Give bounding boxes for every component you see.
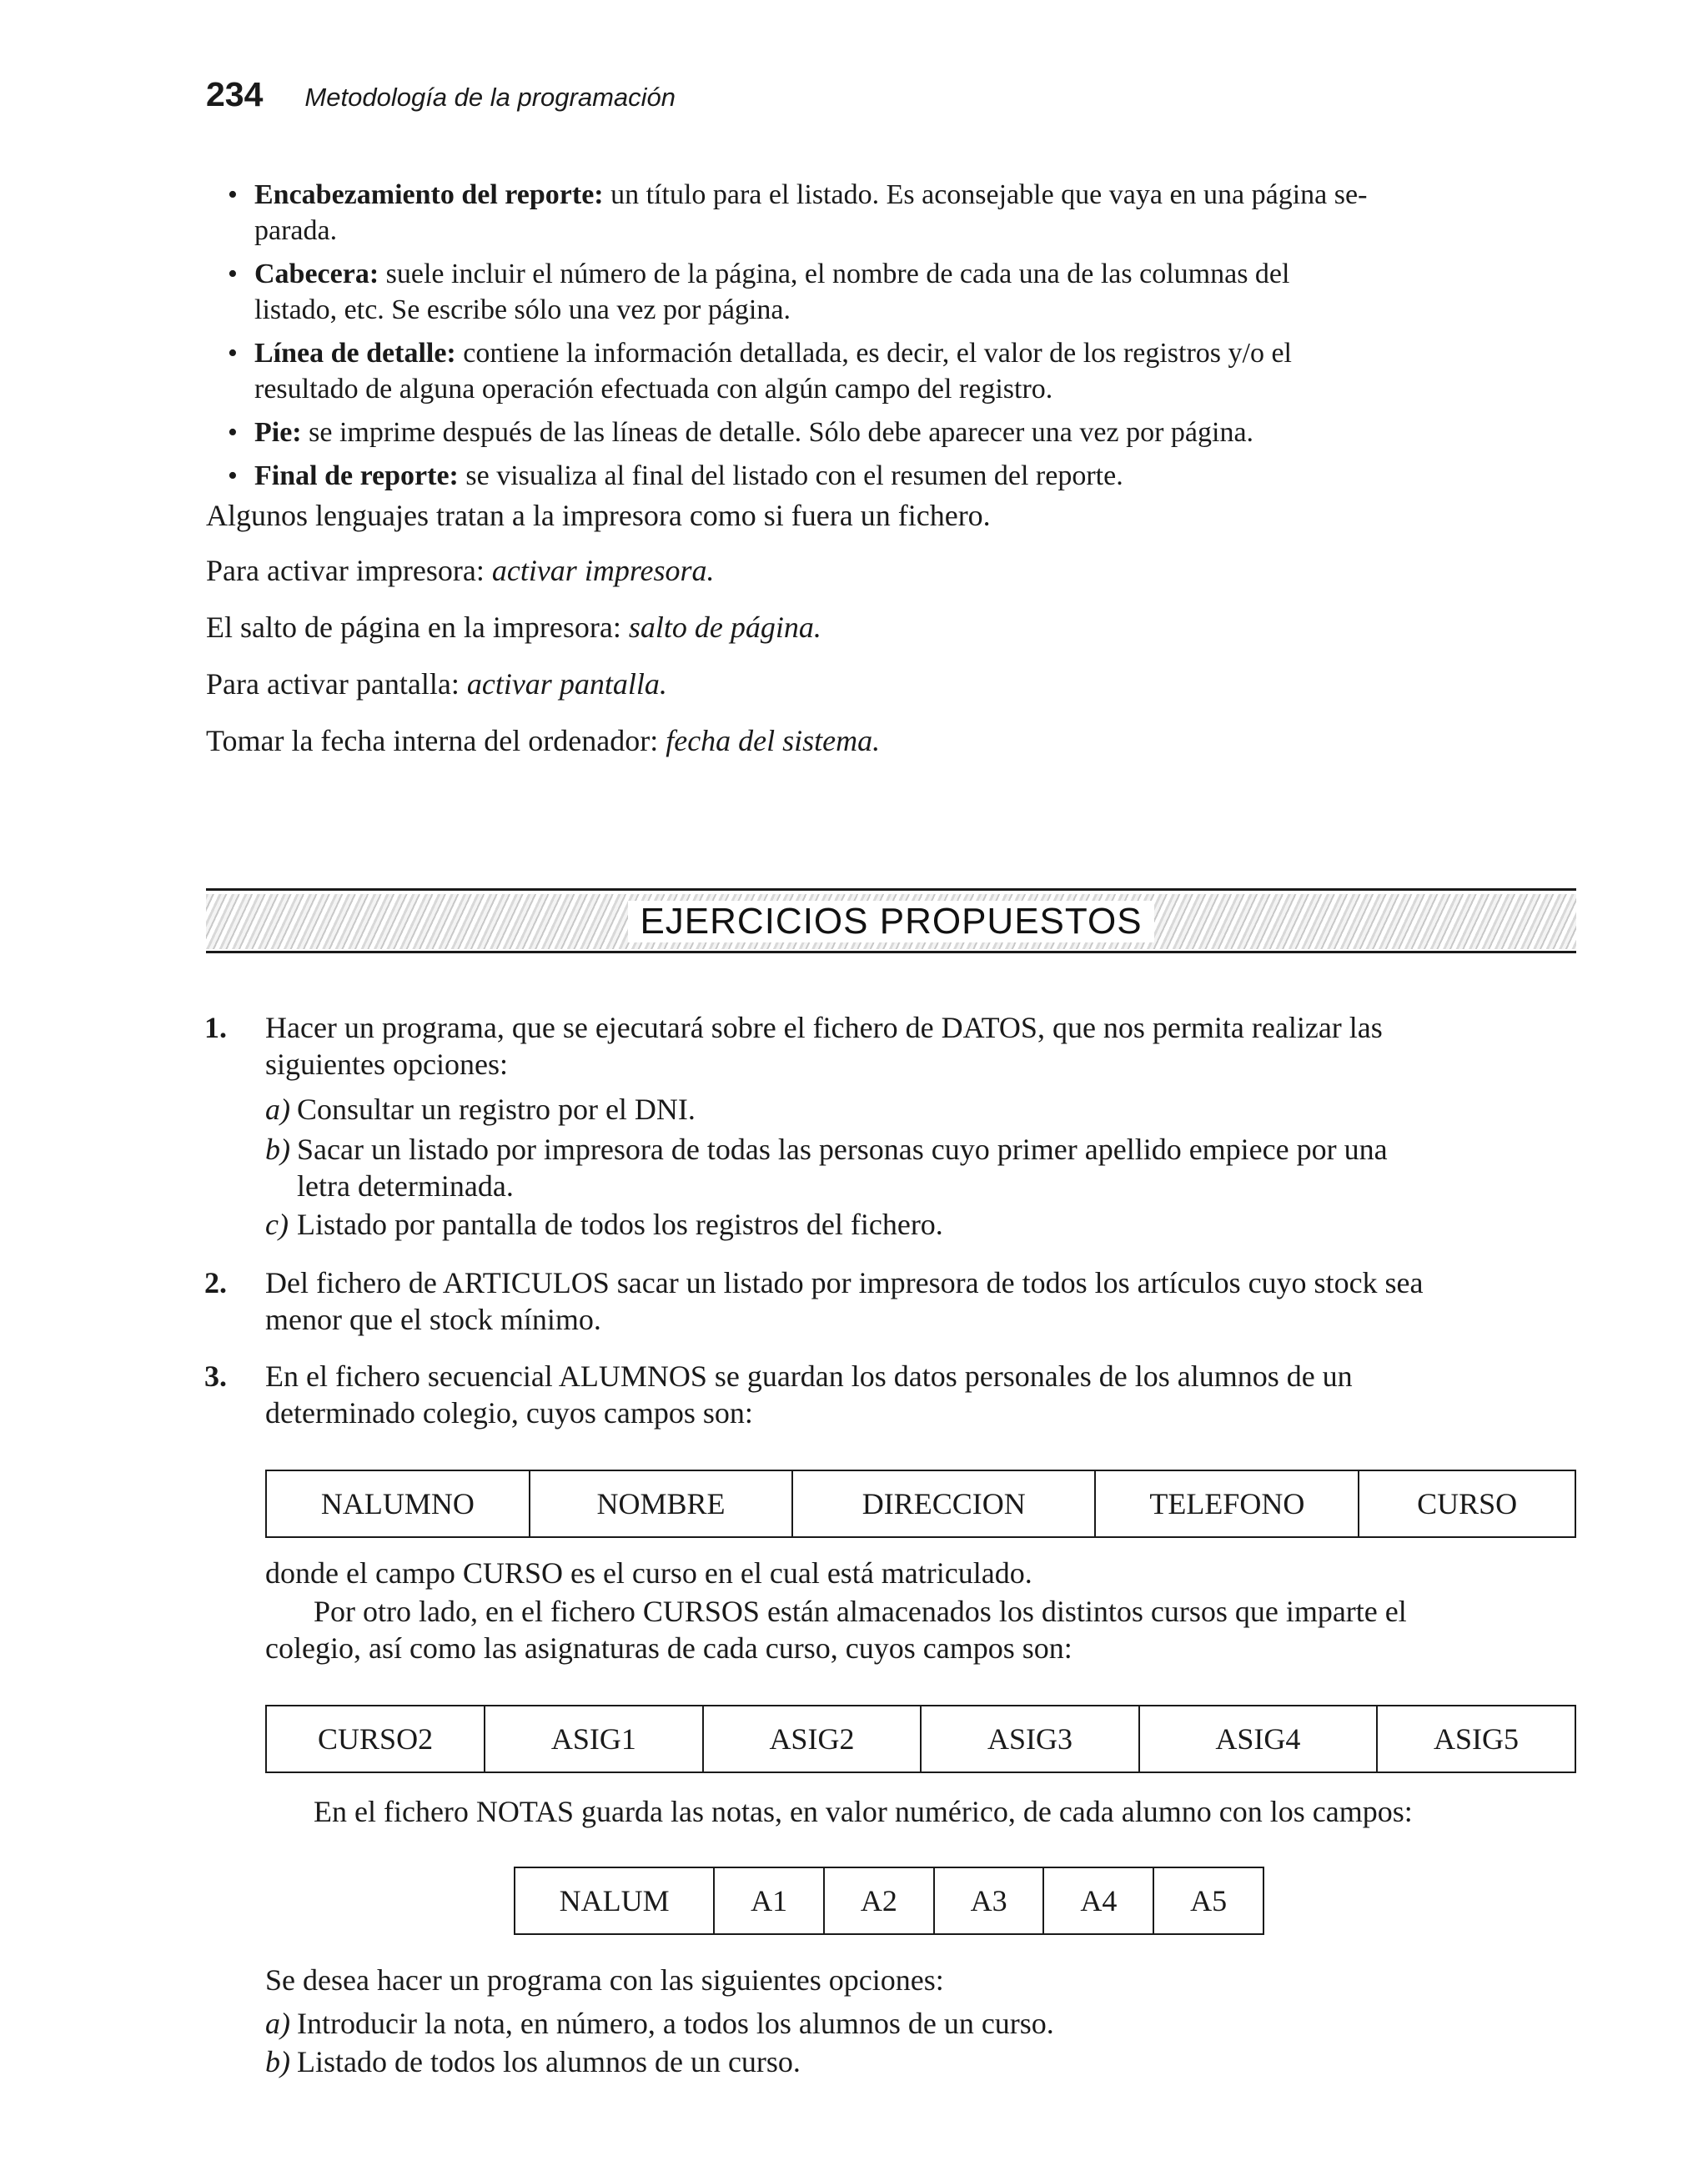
instruction-line xyxy=(206,666,667,702)
option-letter: a) xyxy=(265,1093,290,1126)
option-text: Listado por pantalla de todos los registros del fichero. xyxy=(297,1208,943,1241)
field-cell: NOMBRE xyxy=(530,1470,792,1537)
option-text: Sacar un listado por impresora de todas las personas cuyo primer apellido empiece por una xyxy=(297,1133,1388,1166)
field-cell: CURSO2 xyxy=(266,1706,485,1772)
exercise-text: Del fichero de ARTICULOS sacar un listado por impresora de todos los artículos cuyo stock sea xyxy=(265,1266,1424,1299)
section-heading xyxy=(206,894,1576,949)
instruction-code: activar impresora. xyxy=(491,554,715,587)
list-item xyxy=(228,335,1576,407)
exercise-option xyxy=(265,1131,1388,1168)
instruction-label: El salto de página en la impresora: xyxy=(206,611,629,644)
definition: suele incluir el número de la página, el nombre de cada una de las columnas del xyxy=(379,259,1290,289)
field-cell: ASIG1 xyxy=(485,1706,703,1772)
option-text-cont: letra determinada. xyxy=(297,1169,514,1203)
field-cell: ASIG5 xyxy=(1377,1706,1575,1772)
list-item xyxy=(228,177,1576,249)
paragraph-text: colegio, así como las asignaturas de cada curso, cuyos campos son: xyxy=(265,1631,1073,1665)
bullet-icon: • xyxy=(228,417,238,448)
instruction-code: fecha del sistema. xyxy=(666,724,881,757)
list-item xyxy=(228,256,1576,328)
bullet-icon: • xyxy=(228,179,238,210)
term: Encabezamiento del reporte: xyxy=(254,179,604,210)
section-title: EJERCICIOS PROPUESTOS xyxy=(628,901,1153,942)
option-letter: c) xyxy=(265,1208,289,1241)
definition: se visualiza al final del listado con el resumen del reporte. xyxy=(458,460,1123,491)
exercise-text: menor que el stock mínimo. xyxy=(265,1303,601,1336)
instruction-line xyxy=(206,609,821,646)
option-text: Listado de todos los alumnos de un curso. xyxy=(297,2045,801,2078)
table-row xyxy=(266,1706,1575,1772)
definition: un título para el listado. Es aconsejable que vaya en una página se- xyxy=(603,179,1368,210)
notas-record-table xyxy=(514,1867,1264,1935)
report-parts-list xyxy=(228,177,1576,501)
exercise-option xyxy=(265,1091,696,1128)
field-cell: A3 xyxy=(934,1867,1044,1934)
cursos-record-table xyxy=(265,1705,1576,1773)
instruction-line xyxy=(206,722,880,759)
term: Cabecera: xyxy=(254,259,379,289)
field-cell: NALUM xyxy=(515,1867,714,1934)
bullet-icon: • xyxy=(228,259,238,289)
list-item xyxy=(228,415,1576,450)
paragraph-text: Se desea hacer un programa con las siguientes opciones: xyxy=(265,1963,944,1997)
section-rule-bottom xyxy=(206,951,1576,953)
running-title: Metodología de la programación xyxy=(304,83,676,112)
paragraph-text: En el fichero NOTAS guarda las notas, en valor numérico, de cada alumno con los campos: xyxy=(314,1795,1413,1828)
instruction-line xyxy=(206,552,715,589)
field-cell: DIRECCION xyxy=(792,1470,1095,1537)
field-cell: A4 xyxy=(1043,1867,1153,1934)
page-header xyxy=(206,75,676,125)
field-cell: TELEFONO xyxy=(1095,1470,1359,1537)
instruction-label: Tomar la fecha interna del ordenador: xyxy=(206,724,666,757)
option-text: Introducir la nota, en número, a todos los alumnos de un curso. xyxy=(297,2007,1054,2040)
paragraph-text: Por otro lado, en el fichero CURSOS están almacenados los distintos cursos que imparte el xyxy=(314,1595,1407,1628)
term: Final de reporte: xyxy=(254,460,459,491)
table-row xyxy=(266,1470,1575,1537)
list-item xyxy=(228,458,1576,494)
page-number: 234 xyxy=(206,75,264,113)
instruction-code: activar pantalla. xyxy=(466,667,667,701)
definition-cont: resultado de alguna operación efectuada con algún campo del registro. xyxy=(254,374,1053,405)
term: Pie: xyxy=(254,417,302,448)
bullet-icon: • xyxy=(228,338,238,369)
definition-cont: listado, etc. Se escribe sólo una vez por página. xyxy=(254,294,791,325)
definition: contiene la información detallada, es decir, el valor de los registros y/o el xyxy=(455,338,1292,369)
exercise-number: 2. xyxy=(204,1266,227,1299)
definition-cont: parada. xyxy=(254,215,338,246)
exercise-text: Hacer un programa, que se ejecutará sobre el fichero de DATOS, que nos permita realizar las xyxy=(265,1011,1383,1044)
option-text: Consultar un registro por el DNI. xyxy=(297,1093,696,1126)
exercise-number: 3. xyxy=(204,1359,227,1393)
exercise-option xyxy=(265,1206,943,1243)
alumnos-record-table xyxy=(265,1470,1576,1538)
field-cell: CURSO xyxy=(1359,1470,1575,1537)
paragraph-text: donde el campo CURSO es el curso en el cual está matriculado. xyxy=(265,1556,1032,1590)
instruction-code: salto de página. xyxy=(628,611,821,644)
instruction-label: Para activar impresora: xyxy=(206,554,492,587)
exercise-option xyxy=(265,2043,801,2080)
field-cell: ASIG2 xyxy=(703,1706,922,1772)
exercise-text: siguientes opciones: xyxy=(265,1048,508,1081)
field-cell: A1 xyxy=(714,1867,824,1934)
exercise-number: 1. xyxy=(204,1011,227,1044)
option-letter: a) xyxy=(265,2007,290,2040)
field-cell: A2 xyxy=(824,1867,934,1934)
bullet-icon: • xyxy=(228,460,238,491)
term: Línea de detalle: xyxy=(254,338,456,369)
field-cell: ASIG4 xyxy=(1139,1706,1377,1772)
section-rule-top xyxy=(206,888,1576,891)
exercise-text: En el fichero secuencial ALUMNOS se guardan los datos personales de los alumnos de un xyxy=(265,1359,1353,1393)
field-cell: NALUMNO xyxy=(266,1470,530,1537)
field-cell: ASIG3 xyxy=(921,1706,1139,1772)
printer-intro: Algunos lenguajes tratan a la impresora como si fuera un fichero. xyxy=(206,499,991,532)
instruction-label: Para activar pantalla: xyxy=(206,667,467,701)
table-row xyxy=(515,1867,1263,1934)
field-cell: A5 xyxy=(1153,1867,1263,1934)
option-letter: b) xyxy=(265,1133,290,1166)
exercise-option xyxy=(265,2005,1054,2042)
definition: se imprime después de las líneas de detalle. Sólo debe aparecer una vez por página. xyxy=(301,417,1254,448)
option-letter: b) xyxy=(265,2045,290,2078)
exercise-text: determinado colegio, cuyos campos son: xyxy=(265,1396,753,1430)
